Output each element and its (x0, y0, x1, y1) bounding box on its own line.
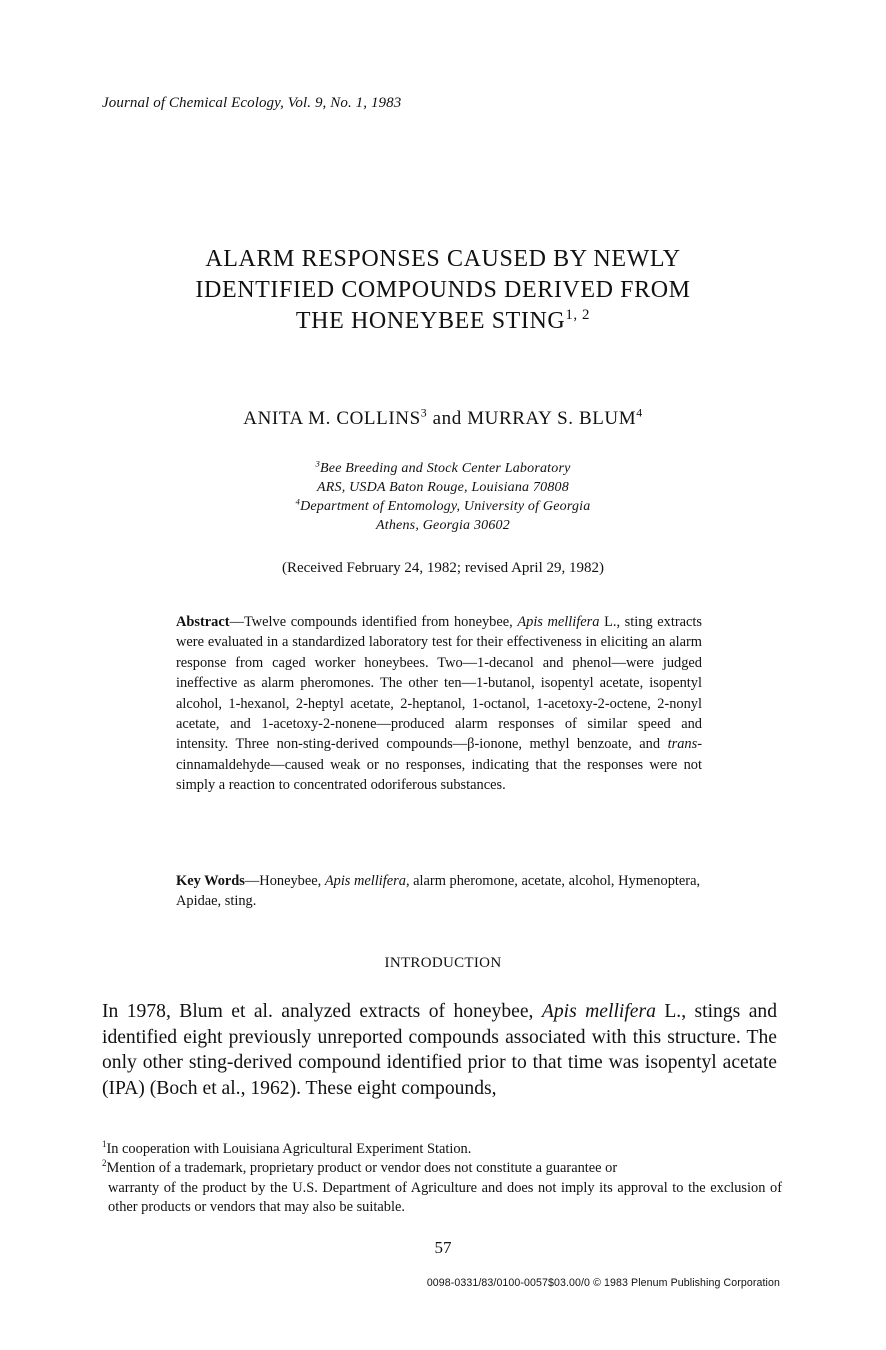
footnote-2-line-1 (102, 1159, 782, 1179)
affiliation-1-line-1 (0, 459, 886, 478)
affiliation-2-line-2: Athens, Georgia 30602 (376, 518, 510, 533)
keywords-text-1: —Honeybee, (244, 873, 325, 889)
author-list (0, 408, 886, 430)
keywords-species: Apis mellifera (324, 873, 406, 889)
received-dates: (Received February 24, 1982; revised April 29, 1982) (281, 560, 604, 576)
title-line-3 (0, 306, 886, 337)
footnote-2-text-1: Mention of a trademark, proprietary product or vendor does not constitute a guarantee or (106, 1160, 618, 1176)
affiliation-2-line-1 (0, 497, 886, 516)
abstract (176, 612, 702, 796)
footnote-1-text: In cooperation with Louisiana Agricultural Experiment Station. (106, 1141, 472, 1157)
keywords-label: Key Words (176, 873, 245, 889)
footnote-2 (102, 1159, 782, 1218)
intro-text-1: In 1978, Blum et al. analyzed extracts of honeybee, (102, 1001, 542, 1022)
key-words (176, 871, 702, 912)
abstract-text-3: -cinnamaldehyde—caused weak or no responses, indicating that the responses were not simply a reaction to concentrated odoriferous substances. (176, 736, 702, 794)
title-line-1: ALARM RESPONSES CAUSED BY NEWLY (205, 246, 681, 272)
abstract-text-1: —Twelve compounds identified from honeybee, (229, 614, 518, 630)
intro-species: Apis mellifera (541, 1001, 656, 1022)
intro-text-2: L., stings and identified eight previously unreported compounds associated with this structure. The only other sting-derived compound identified prior to that time was isopentyl acetate (IPA) (Boch et al., 1962). These eight compounds, (102, 1001, 777, 1099)
abstract-label: Abstract (176, 614, 230, 630)
title-footnote-marks: 1, 2 (565, 307, 591, 323)
affiliation-2-name: Department of Entomology, University of Georgia (300, 499, 591, 514)
page-number: 57 (434, 1238, 452, 1257)
paper-title (0, 244, 886, 337)
footnote-1 (102, 1140, 782, 1160)
author-2-affiliation-mark: 4 (636, 406, 643, 420)
title-line-2: IDENTIFIED COMPOUNDS DERIVED FROM (195, 277, 691, 303)
affiliation-2-mark: 4 (295, 496, 301, 507)
section-heading-introduction: INTRODUCTION (384, 955, 502, 971)
abstract-trans: trans (667, 736, 698, 753)
footnote-1-mark: 1 (102, 1139, 107, 1150)
author-conjunction: and (432, 408, 462, 429)
title-line-3-text: THE HONEYBEE STING (295, 308, 566, 334)
affiliation-1-line-2: ARS, USDA Baton Rouge, Louisiana 70808 (317, 480, 569, 495)
footnote-2-mark: 2 (102, 1158, 107, 1169)
author-1-affiliation-mark: 3 (420, 406, 428, 420)
affiliation-1-name: Bee Breeding and Stock Center Laboratory (320, 461, 571, 476)
abstract-text-2: L., sting extracts were evaluated in a standardized laboratory test for their effectiveness in eliciting an alarm response from caged worker honeybees. Two—1-decanol and phenol—were judged ineffective as alarm pheromones. The other ten—1-butanol, isopentyl acetate, isopentyl alcohol, 1-​hexanol, 2-heptyl acetate, 2-heptanol, 1-octanol, 1-acetoxy-2-octene, 2-​nonyl acetate, and 1-acetoxy-2-nonene—produced alarm responses of similar speed and intensity. Three non-sting-derived compounds—β-​ionone, methyl benzoate, and (176, 614, 703, 753)
copyright-line: 0098-0331/83/0100-0057$03.00/0 © 1983 Plenum Publishing Corporation (426, 1277, 780, 1289)
author-1: ANITA M. COLLINS (243, 408, 421, 429)
introduction-paragraph (102, 999, 777, 1101)
affiliation-1-mark: 3 (315, 458, 321, 469)
footnote-2-continuation: warranty of the product by the U.S. Department of Agriculture and does not imply its approval to the exclusion of other products or vendors that may also be suitable. (108, 1179, 782, 1215)
journal-header: Journal of Chemical Ecology, Vol. 9, No. 1, 1983 (102, 95, 402, 111)
affiliations (0, 459, 886, 535)
abstract-species: Apis mellifera (517, 614, 600, 630)
keywords-text-2: , alarm pheromone, acetate, alcohol, Hymenoptera, Apidae, sting. (176, 873, 701, 910)
author-2: MURRAY S. BLUM (467, 408, 637, 429)
